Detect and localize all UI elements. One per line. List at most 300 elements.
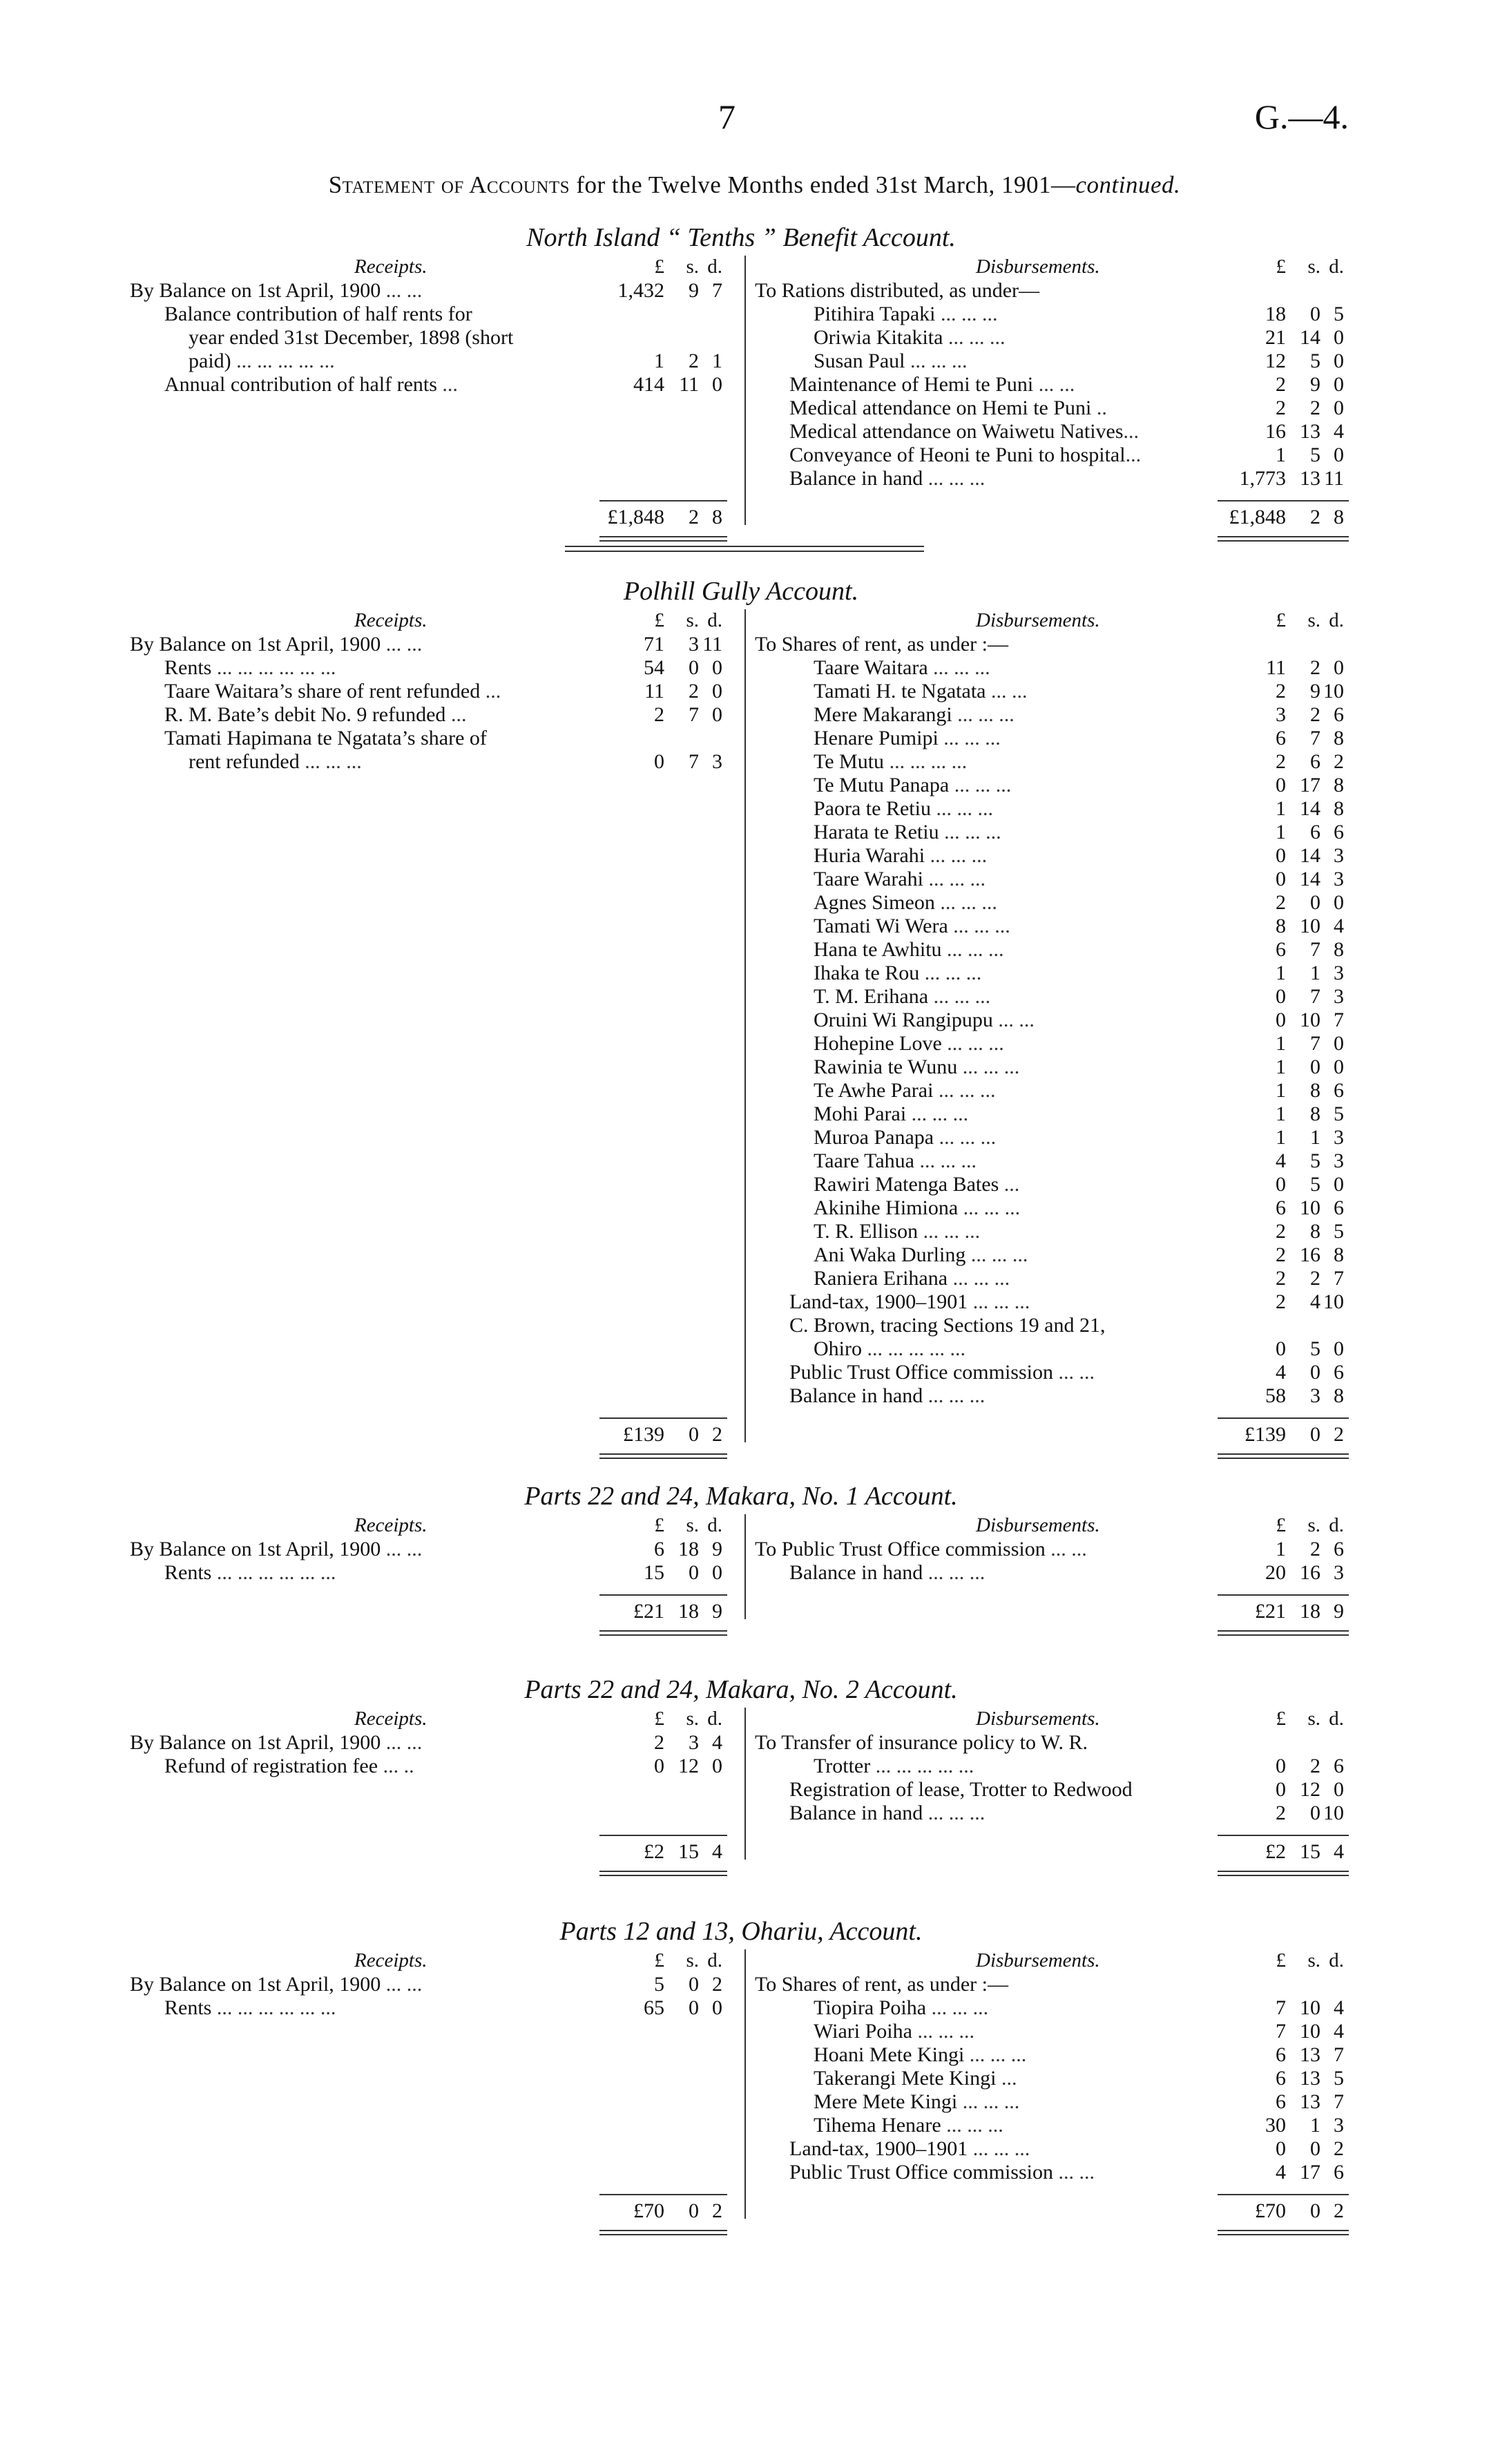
leader-dots: ... ... ... [941,2114,1003,2137]
receipt-line-pence: 1 [712,350,722,372]
disbursement-line-text: Rawiri Matenga Bates ... [814,1173,1020,1196]
disbursement-line-amount [1221,1337,1344,1361]
disbursement-line-pounds: 0 [1276,1337,1286,1360]
receipt-line-pence: 7 [712,279,722,302]
disbursement-line-item [755,1361,1352,1384]
disbursement-line-shillings: 0 [1310,1802,1320,1824]
disbursement-line-shillings: 6 [1310,750,1320,773]
leader-dots: ... ... ... [958,1196,1021,1219]
receipt-line-item [130,1731,738,1755]
disbursement-line-pounds: 6 [1276,2090,1286,2113]
disbursement-line-item [755,1802,1352,1825]
disbursement-line-pounds: 1 [1276,1032,1286,1055]
document-code: G.—4. [1254,97,1349,136]
disbursement-line-text: Public Trust Office commission ... ... [789,1361,1095,1384]
disbursement-line-pence: 10 [1323,680,1344,703]
receipts-total-pence: 8 [712,506,722,529]
receipt-line-amount [599,1996,722,2020]
leader-dots: ... ... ... ... ... ... [211,656,336,679]
disbursements-total-shillings: 18 [1300,1600,1320,1623]
disbursement-line-shillings: 0 [1310,1361,1320,1384]
disbursement-line-shillings: 8 [1310,1102,1320,1125]
leader-dots: ... ... [381,279,423,302]
column-header-label: Disbursements. [976,1949,1100,1971]
disbursement-line-pounds: 0 [1276,985,1286,1008]
disbursements-total [755,1415,1352,1456]
account-section [130,1478,1352,1633]
receipts-column [130,1708,738,1873]
disbursement-line-amount [1221,350,1344,373]
disbursement-line-amount [1221,938,1344,962]
disbursement-line-text: Pitihira Tapaki ... ... ... [814,303,998,325]
account-title: Polhill Gully Account. [623,577,859,606]
disbursement-line-amount [1221,844,1344,868]
disbursement-line-shillings: 5 [1310,443,1320,466]
disbursement-line-item [755,2067,1352,2090]
disbursement-line-item [755,1290,1352,1314]
disbursements-total-pounds: £21 [1255,1600,1286,1623]
receipt-line-text: Tamati Hapimana te Ngatata’s share of [164,727,487,749]
disbursement-line-text: Paora te Retiu ... ... ... [814,797,993,820]
disbursement-line-pounds: 2 [1276,1220,1286,1243]
column-header-amount [599,1514,722,1538]
disbursement-line-pounds: 6 [1276,938,1286,961]
disbursement-line-pence: 4 [1334,915,1344,937]
leader-dots: ... ... ... [941,938,1004,961]
receipt-line-pounds: 0 [654,750,664,773]
disbursement-line-pence: 3 [1334,962,1344,984]
column-header [755,1949,1352,1973]
column-header-shillings: s. [1307,1949,1320,1971]
total-rule-double [599,1453,727,1459]
disbursement-line-text: Ani Waka Durling ... ... ... [814,1243,1028,1266]
column-header-shillings: s. [1307,609,1320,631]
disbursement-line-item [755,350,1352,373]
disbursement-line-shillings: 13 [1300,2043,1320,2066]
disbursement-line-shillings: 0 [1310,2137,1320,2160]
disbursement-line-item [755,279,1352,303]
leader-dots: ... ... ... [912,2020,974,2043]
disbursement-line-item [755,962,1352,985]
leader-dots: ... ... ... ... ... [862,1337,965,1360]
receipts-total [130,1832,738,1873]
column-header-label: Disbursements. [976,1708,1100,1730]
leader-dots: ... ... ... [299,750,362,773]
disbursement-line-item [755,1149,1352,1173]
disbursement-line-item [755,985,1352,1009]
column-header-pounds: £ [654,609,664,631]
receipt-line-shillings: 3 [689,1731,699,1754]
disbursement-line-amount [1221,2067,1344,2090]
receipt-line-item [130,727,738,750]
disbursement-line-amount [1221,891,1344,915]
disbursement-line-text: Balance in hand ... ... ... [789,467,986,490]
disbursement-line-pence: 3 [1334,985,1344,1008]
disbursement-line-amount [1221,2114,1344,2137]
account-columns [130,1949,1352,2233]
disbursement-line-pence: 5 [1334,1220,1344,1243]
receipt-line-pounds: 6 [654,1538,664,1560]
receipt-line-text: year ended 31st December, 1898 (short [189,326,514,349]
disbursement-line-pounds: 2 [1276,750,1286,773]
total-rule-double [1218,536,1349,542]
disbursement-line-shillings: 10 [1300,2020,1320,2043]
disbursements-total-amount [1221,2199,1344,2223]
leader-dots: ... ... ... [918,1220,981,1243]
receipt-line-amount [599,1755,722,1778]
receipts-total-amount [599,1600,722,1623]
leader-dots: ... ... ... [939,821,1001,843]
receipt-line-amount [599,1731,722,1755]
receipt-line-text: By Balance on 1st April, 1900 ... ... [130,633,423,656]
total-rule-top [599,1417,727,1419]
leader-dots: ... ... ... [914,1149,977,1172]
receipt-line-pence: 0 [712,680,722,703]
receipt-line-pence: 0 [712,1996,722,2019]
statement-title [0,171,1509,199]
column-header [130,609,738,633]
disbursement-line-pounds: 3 [1276,703,1286,726]
column-header-pence: d. [1329,256,1344,278]
disbursement-line-pence: 8 [1334,938,1344,961]
column-header-pounds: £ [654,1708,664,1730]
disbursement-line-pence: 3 [1334,1149,1344,1172]
receipt-line-text: Annual contribution of half rents ... [164,373,458,396]
column-header-pounds: £ [654,256,664,278]
leader-dots: ... ... ... [925,844,988,867]
disbursement-line-item [755,938,1352,962]
disbursements-total-amount [1221,1600,1344,1623]
receipts-total [130,497,738,539]
receipts-column [130,1949,738,2233]
disbursement-line-pounds: 12 [1265,350,1286,372]
statement-title-body: for the Twelve Months ended 31st March, 1901— [570,171,1076,198]
disbursements-total-amount [1221,506,1344,529]
disbursement-line-amount [1221,1149,1344,1173]
disbursement-line-pence: 5 [1334,1102,1344,1125]
disbursement-line-item [755,703,1352,727]
receipt-line-pence: 2 [712,1973,722,1996]
disbursement-line-amount [1221,774,1344,797]
column-header-shillings: s. [686,609,699,631]
disbursement-line-shillings: 10 [1300,1009,1320,1031]
column-header-amount [599,1708,722,1731]
disbursement-line-pounds: 1 [1276,1056,1286,1078]
disbursement-line-shillings: 13 [1300,2090,1320,2113]
disbursement-line-text: Hana te Awhitu ... ... ... [814,938,1004,961]
disbursement-line-shillings: 14 [1300,844,1320,867]
leader-dots: ... ... ... ... ... [870,1755,974,1777]
disbursement-line-amount [1221,1384,1344,1408]
leader-dots: ... ... ... [943,326,1006,349]
disbursement-line-pence: 6 [1334,1196,1344,1219]
disbursement-line-text: Ohiro ... ... ... ... ... [814,1337,965,1360]
disbursement-line-shillings: 14 [1300,868,1320,890]
disbursement-line-item [755,633,1352,656]
leader-dots: ... ... [381,633,423,656]
disbursement-line-amount [1221,915,1344,938]
receipt-line-pounds: 1 [654,350,664,372]
column-header-shillings: s. [686,1949,699,1971]
receipt-line-pounds: 0 [654,1755,664,1777]
disbursement-line-pounds: 1,773 [1239,467,1286,490]
column-header-pence: d. [1329,1708,1344,1730]
account-section [130,573,1352,1456]
disbursement-line-pence: 7 [1334,1009,1344,1031]
receipt-line-pounds: 2 [654,703,664,726]
disbursement-line-pence: 5 [1334,303,1344,325]
leader-dots: ... ... [1033,373,1075,396]
account-section [130,1913,1352,2233]
column-header [130,1708,738,1731]
leader-dots: ... [996,2067,1017,2090]
disbursement-line-shillings: 2 [1310,1267,1320,1290]
disbursements-total-amount [1221,1423,1344,1446]
leader-dots: ... ... ... ... [884,750,968,773]
leader-dots: ... ... ... [930,797,993,820]
disbursement-line-pounds: 2 [1276,1802,1286,1824]
disbursement-line-pounds: 0 [1276,2137,1286,2160]
receipts-total-pounds: £70 [633,2199,664,2223]
disbursement-line-item [755,1778,1352,1802]
disbursement-line-shillings: 13 [1300,420,1320,443]
disbursement-line-shillings: 9 [1310,680,1320,703]
disbursement-line-amount [1221,1731,1344,1755]
disbursement-line-item [755,443,1352,467]
receipts-spacer [130,397,738,497]
total-rule-double [1218,2230,1349,2235]
receipt-line-pounds: 71 [644,633,664,656]
column-divider [744,609,746,1442]
receipt-line-shillings: 3 [689,633,699,656]
disbursement-line-amount [1221,420,1344,443]
column-header [130,1514,738,1538]
column-header-pounds: £ [1276,609,1286,631]
disbursement-line-amount [1221,1996,1344,2020]
disbursement-line-pounds: 7 [1276,2020,1286,2043]
disbursement-line-pence: 0 [1334,350,1344,372]
receipt-line-pence: 0 [712,656,722,679]
receipt-line-shillings: 18 [678,1538,699,1560]
account-section [130,220,1352,539]
disbursement-line-item [755,1267,1352,1290]
leader-dots: ... [999,1173,1020,1196]
receipts-spacer [130,1585,738,1592]
disbursement-line-pounds: 58 [1265,1384,1286,1407]
section-divider [565,546,924,552]
total-rule-top [599,1835,727,1836]
receipt-line-shillings: 9 [689,279,699,302]
leader-dots: ... ... ... ... ... [231,350,335,372]
disbursement-line-pence: 2 [1334,2137,1344,2160]
disbursement-line-pounds: 7 [1276,1996,1286,2019]
receipt-line-pounds: 15 [644,1561,664,1584]
disbursements-total-shillings: 2 [1310,506,1320,529]
receipts-total-pounds: £2 [644,1840,664,1864]
receipt-line-amount [599,633,722,656]
receipt-line-text: rent refunded ... ... ... [189,750,362,773]
leader-dots: ... ... ... [957,2090,1020,2113]
total-rule-double [1218,1871,1349,1876]
disbursement-line-text: Medical attendance on Waiwetu Natives... [789,420,1140,443]
disbursement-line-amount [1221,1079,1344,1102]
leader-dots: ... ... ... [923,1802,986,1824]
disbursement-line-pence: 0 [1334,1778,1344,1801]
disbursement-line-item [755,1056,1352,1079]
disbursement-line-amount [1221,1755,1344,1778]
receipt-line-text: By Balance on 1st April, 1900 ... ... [130,1538,423,1560]
disbursement-line-pence: 0 [1334,443,1344,466]
disbursement-line-pence: 11 [1324,467,1344,490]
disbursement-line-text: Wiari Poiha ... ... ... [814,2020,974,2043]
receipt-line-item [130,656,738,680]
disbursement-line-pence: 0 [1334,326,1344,349]
receipts-total-pence: 9 [712,1600,722,1623]
receipt-line-amount [599,703,722,727]
receipt-line-item [130,703,738,727]
leader-dots: ... ... [992,1009,1035,1031]
receipts-column [130,609,738,1456]
disbursement-line-pounds: 1 [1276,962,1286,984]
leader-dots: ... ... ... ... ... ... [211,1561,336,1584]
disbursement-line-text: Public Trust Office commission ... ... [789,2161,1095,2184]
disbursement-line-text: To Shares of rent, as under :— [755,633,1008,656]
receipts-total-amount [599,506,722,529]
disbursement-line-pence: 6 [1334,1755,1344,1777]
total-rule-double [1218,1630,1349,1636]
disbursement-line-item [755,1384,1352,1408]
disbursement-line-pounds: 0 [1276,1778,1286,1801]
disbursement-line-shillings: 6 [1310,821,1320,843]
receipts-total-amount [599,2199,722,2223]
receipt-line-item [130,279,738,303]
disbursement-line-item [755,868,1352,891]
column-header-amount [599,1949,722,1973]
receipt-line-text: By Balance on 1st April, 1900 ... ... [130,1973,423,1996]
receipt-line-amount [599,727,722,750]
column-header-pounds: £ [1276,256,1286,278]
receipt-line-item [130,1561,738,1585]
disbursement-line-pence: 0 [1334,656,1344,679]
receipt-line-pounds: 414 [633,373,664,396]
leader-dots: ... ... ... [933,1079,996,1102]
column-divider [744,1514,746,1619]
disbursement-line-pence: 6 [1334,1079,1344,1102]
disbursement-line-text: To Transfer of insurance policy to W. R. [755,1731,1088,1754]
disbursement-line-text: Te Awhe Parai ... ... ... [814,1079,996,1102]
disbursement-line-amount [1221,797,1344,821]
column-header-shillings: s. [1307,1708,1320,1730]
disbursement-line-pounds: 2 [1276,680,1286,703]
disbursement-line-text: T. R. Ellison ... ... ... [814,1220,981,1243]
disbursement-line-pence: 6 [1334,703,1344,726]
disbursement-line-shillings: 2 [1310,1755,1320,1777]
column-header-label: Receipts. [354,1514,427,1536]
leader-dots: ... ... ... [952,703,1015,726]
disbursement-line-shillings: 0 [1310,1056,1320,1078]
disbursements-total-pence: 8 [1334,506,1344,529]
receipts-total-shillings: 0 [689,1423,699,1446]
disbursement-line-text: Maintenance of Hemi te Puni ... ... [789,373,1075,396]
receipt-line-shillings: 11 [679,373,699,396]
disbursement-line-pounds: 1 [1276,1538,1286,1560]
disbursement-line-amount [1221,633,1344,656]
column-header-amount [1221,1949,1344,1973]
disbursements-column [755,1708,1352,1873]
disbursement-line-item [755,1538,1352,1561]
receipt-line-pence: 0 [712,1561,722,1584]
disbursement-line-item [755,2020,1352,2043]
receipt-line-amount [599,373,722,397]
column-header-label: Disbursements. [976,609,1100,631]
disbursement-line-item [755,1102,1352,1126]
disbursement-line-amount [1221,1102,1344,1126]
column-header [755,256,1352,279]
disbursement-line-shillings: 7 [1310,985,1320,1008]
disbursement-line-shillings: 3 [1310,1384,1320,1407]
disbursement-line-item [755,1337,1352,1361]
disbursement-line-item [755,680,1352,703]
disbursement-line-shillings: 2 [1310,397,1320,419]
column-header-label: Disbursements. [976,256,1100,278]
disbursement-line-shillings: 8 [1310,1220,1320,1243]
disbursement-line-shillings: 5 [1310,1337,1320,1360]
account-columns [130,1514,1352,1633]
disbursements-column [755,1949,1352,2233]
disbursement-line-item [755,2114,1352,2137]
leader-dots: ... [445,703,467,726]
disbursement-line-item [755,467,1352,490]
disbursement-line-pounds: 0 [1276,1009,1286,1031]
receipts-spacer [130,1778,738,1832]
column-header-label: Receipts. [354,256,427,278]
disbursement-line-pence: 7 [1334,2090,1344,2113]
total-rule-double [599,2230,727,2235]
disbursement-line-pence: 7 [1334,2043,1344,2066]
disbursement-line-amount [1221,868,1344,891]
column-header-amount [1221,1514,1344,1538]
disbursement-line-pounds: 6 [1276,2067,1286,2090]
disbursements-spacer [755,490,1352,497]
disbursement-line-amount [1221,1561,1344,1585]
disbursement-line-text: Mere Mete Kingi ... ... ... [814,2090,1020,2113]
disbursement-line-pounds: 18 [1265,303,1286,325]
disbursement-line-amount [1221,1009,1344,1032]
disbursement-line-shillings: 9 [1310,373,1320,396]
disbursement-line-pounds: 21 [1265,326,1286,349]
disbursement-line-text: Muroa Panapa ... ... ... [814,1126,997,1149]
disbursement-line-pence: 3 [1334,868,1344,890]
disbursement-line-pence: 0 [1334,373,1344,396]
disbursement-line-pence: 7 [1334,1267,1344,1290]
receipt-line-text: Rents ... ... ... ... ... ... [164,1561,336,1584]
disbursements-column [755,1514,1352,1633]
disbursement-line-amount [1221,2090,1344,2114]
disbursement-line-pounds: 1 [1276,1079,1286,1102]
receipt-line-shillings: 2 [689,350,699,372]
disbursement-line-text: Balance in hand ... ... ... [789,1384,986,1407]
disbursement-line-pence: 3 [1334,2114,1344,2137]
column-header-amount [1221,256,1344,279]
disbursement-line-pounds: 4 [1276,2161,1286,2184]
receipts-total-shillings: 2 [689,506,699,529]
disbursement-line-text: C. Brown, tracing Sections 19 and 21, [789,1314,1106,1337]
account-columns [130,1708,1352,1873]
column-header-amount [1221,609,1344,633]
column-header-label: Receipts. [354,1708,427,1730]
disbursement-line-pounds: 6 [1276,1196,1286,1219]
column-header-pence: d. [1329,609,1344,631]
